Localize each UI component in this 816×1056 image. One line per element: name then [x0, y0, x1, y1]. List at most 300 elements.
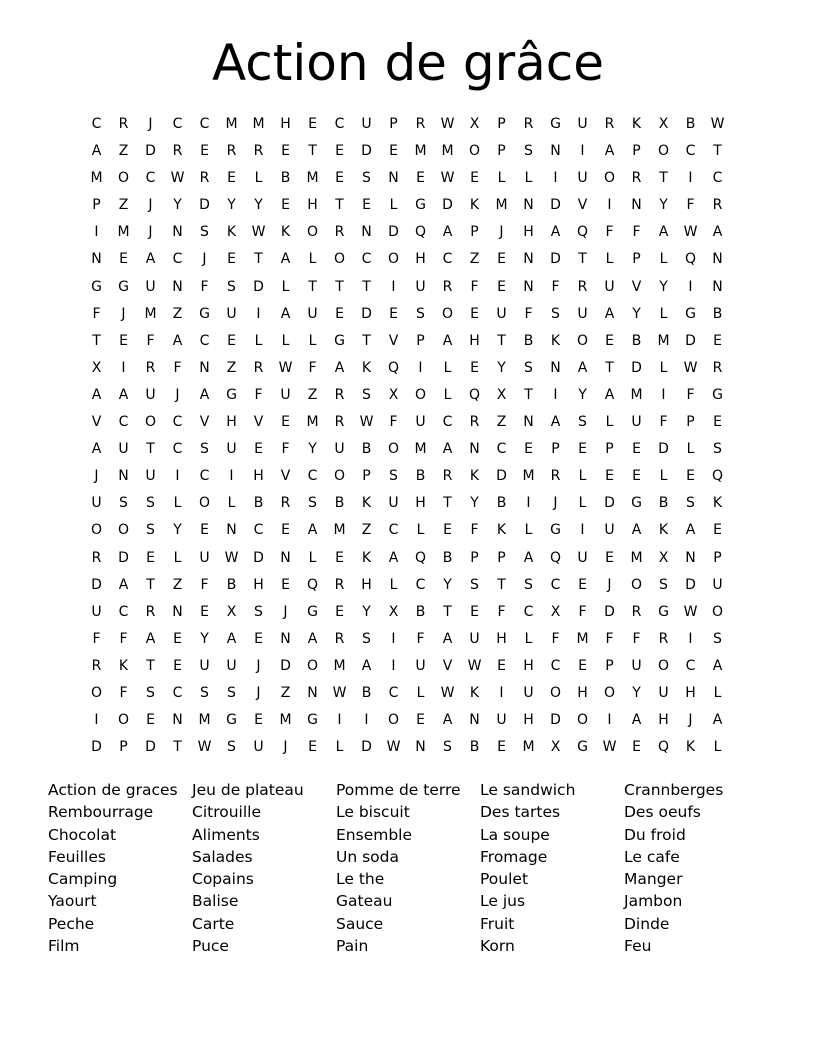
grid-letter[interactable]: R [442, 278, 453, 295]
grid-letter[interactable]: C [118, 414, 129, 431]
grid-letter[interactable]: B [469, 739, 480, 756]
grid-letter[interactable]: C [550, 657, 561, 674]
grid-letter[interactable]: H [253, 576, 264, 593]
grid-letter[interactable]: S [416, 305, 425, 322]
grid-letter[interactable]: E [335, 549, 344, 566]
grid-letter[interactable]: J [148, 116, 153, 132]
grid-letter[interactable]: N [280, 630, 291, 647]
grid-letter[interactable]: N [415, 739, 426, 756]
grid-letter[interactable]: P [92, 197, 101, 214]
grid-letter[interactable]: P [416, 332, 425, 349]
grid-letter[interactable]: E [119, 251, 128, 268]
grid-letter[interactable]: A [172, 332, 183, 349]
grid-letter[interactable]: G [334, 332, 345, 349]
grid-letter[interactable]: U [415, 657, 426, 674]
grid-letter[interactable]: J [688, 712, 693, 729]
grid-letter[interactable]: S [227, 739, 236, 756]
grid-letter[interactable]: P [362, 468, 371, 485]
grid-letter[interactable]: R [145, 603, 156, 620]
grid-letter[interactable]: I [94, 712, 99, 729]
grid-letter[interactable]: M [414, 441, 427, 458]
grid-letter[interactable]: O [603, 684, 616, 701]
grid-letter[interactable]: E [605, 332, 614, 349]
grid-letter[interactable]: A [712, 224, 723, 241]
grid-letter[interactable]: N [685, 549, 696, 566]
grid-letter[interactable]: O [117, 522, 130, 539]
grid-letter[interactable]: L [713, 739, 722, 756]
grid-letter[interactable]: L [497, 170, 506, 187]
grid-letter[interactable]: N [172, 224, 183, 241]
grid-letter[interactable]: A [118, 386, 129, 403]
grid-letter[interactable]: D [361, 143, 372, 160]
grid-letter[interactable]: C [172, 684, 183, 701]
grid-letter[interactable]: E [254, 441, 263, 458]
grid-letter[interactable]: J [202, 251, 207, 268]
grid-letter[interactable]: E [308, 739, 317, 756]
grid-letter[interactable]: A [442, 224, 453, 241]
grid-letter[interactable]: S [443, 739, 452, 756]
grid-letter[interactable]: G [712, 386, 723, 403]
grid-letter[interactable]: N [361, 224, 372, 241]
grid-letter[interactable]: O [387, 712, 400, 729]
grid-letter[interactable]: L [524, 170, 533, 187]
grid-letter[interactable]: A [145, 251, 156, 268]
grid-letter[interactable]: F [119, 684, 128, 701]
grid-letter[interactable]: Y [200, 630, 209, 647]
grid-letter[interactable]: H [469, 332, 480, 349]
grid-letter[interactable]: V [577, 197, 588, 214]
grid-letter[interactable]: E [497, 278, 506, 295]
grid-letter[interactable]: U [577, 549, 588, 566]
grid-letter[interactable]: D [199, 197, 210, 214]
grid-letter[interactable]: O [306, 657, 319, 674]
grid-letter[interactable]: E [470, 305, 479, 322]
grid-letter[interactable]: U [712, 576, 723, 593]
grid-letter[interactable]: U [523, 684, 534, 701]
grid-letter[interactable]: E [497, 657, 506, 674]
grid-letter[interactable]: H [685, 684, 696, 701]
grid-letter[interactable]: O [441, 305, 454, 322]
grid-letter[interactable]: U [631, 657, 642, 674]
grid-letter[interactable]: E [173, 630, 182, 647]
grid-letter[interactable]: E [632, 739, 641, 756]
grid-letter[interactable]: T [254, 251, 263, 268]
grid-letter[interactable]: B [253, 495, 264, 512]
grid-letter[interactable]: B [280, 170, 291, 187]
grid-letter[interactable]: C [496, 441, 507, 458]
grid-letter[interactable]: H [226, 414, 237, 431]
grid-letter[interactable]: N [523, 278, 534, 295]
grid-letter[interactable]: G [550, 522, 561, 539]
grid-letter[interactable]: J [94, 468, 99, 485]
grid-letter[interactable]: A [604, 386, 615, 403]
grid-letter[interactable]: E [578, 657, 587, 674]
grid-letter[interactable]: N [172, 603, 183, 620]
grid-letter[interactable]: W [440, 684, 455, 701]
grid-letter[interactable]: I [607, 712, 612, 729]
grid-letter[interactable]: W [359, 414, 374, 431]
grid-letter[interactable]: D [604, 495, 615, 512]
grid-letter[interactable]: F [497, 603, 506, 620]
grid-letter[interactable]: A [118, 576, 129, 593]
grid-letter[interactable]: U [415, 414, 426, 431]
grid-letter[interactable]: F [308, 359, 317, 376]
grid-letter[interactable]: R [226, 143, 237, 160]
grid-letter[interactable]: D [631, 359, 642, 376]
grid-letter[interactable]: R [253, 143, 264, 160]
grid-letter[interactable]: A [550, 414, 561, 431]
grid-letter[interactable]: W [251, 224, 266, 241]
grid-letter[interactable]: E [146, 549, 155, 566]
grid-letter[interactable]: E [416, 170, 425, 187]
grid-letter[interactable]: F [173, 359, 182, 376]
grid-letter[interactable]: A [442, 441, 453, 458]
grid-letter[interactable]: A [631, 522, 642, 539]
grid-letter[interactable]: A [523, 549, 534, 566]
grid-letter[interactable]: P [605, 441, 614, 458]
grid-letter[interactable]: U [496, 712, 507, 729]
grid-letter[interactable]: I [580, 522, 585, 539]
grid-letter[interactable]: J [148, 197, 153, 214]
grid-letter[interactable]: E [119, 332, 128, 349]
grid-letter[interactable]: F [119, 630, 128, 647]
grid-letter[interactable]: S [713, 630, 722, 647]
grid-letter[interactable]: L [281, 278, 290, 295]
grid-letter[interactable]: I [661, 386, 666, 403]
grid-letter[interactable]: O [387, 441, 400, 458]
grid-letter[interactable]: E [227, 332, 236, 349]
grid-letter[interactable]: S [578, 414, 587, 431]
grid-letter[interactable]: R [145, 359, 156, 376]
grid-letter[interactable]: N [118, 468, 129, 485]
grid-letter[interactable]: E [200, 522, 209, 539]
grid-letter[interactable]: V [199, 414, 210, 431]
grid-letter[interactable]: J [283, 603, 288, 620]
grid-letter[interactable]: Q [657, 739, 670, 756]
grid-letter[interactable]: A [577, 359, 588, 376]
grid-letter[interactable]: J [175, 386, 180, 403]
grid-letter[interactable]: L [254, 332, 263, 349]
grid-letter[interactable]: A [604, 143, 615, 160]
grid-letter[interactable]: C [442, 414, 453, 431]
grid-letter[interactable]: C [415, 576, 426, 593]
grid-letter[interactable]: Y [173, 522, 182, 539]
grid-letter[interactable]: S [146, 684, 155, 701]
grid-letter[interactable]: H [523, 224, 534, 241]
grid-letter[interactable]: E [335, 305, 344, 322]
grid-letter[interactable]: U [307, 305, 318, 322]
grid-letter[interactable]: F [632, 630, 641, 647]
grid-letter[interactable]: W [224, 549, 239, 566]
grid-letter[interactable]: U [469, 630, 480, 647]
grid-letter[interactable]: K [280, 224, 291, 241]
grid-letter[interactable]: T [146, 657, 155, 674]
grid-letter[interactable]: E [632, 468, 641, 485]
grid-letter[interactable]: F [686, 386, 695, 403]
grid-letter[interactable]: S [146, 522, 155, 539]
grid-letter[interactable]: K [469, 468, 480, 485]
grid-letter[interactable]: O [90, 522, 103, 539]
grid-letter[interactable]: E [308, 116, 317, 132]
grid-letter[interactable]: T [362, 332, 371, 349]
grid-letter[interactable]: M [495, 197, 508, 214]
grid-letter[interactable]: L [416, 684, 425, 701]
grid-letter[interactable]: C [172, 251, 183, 268]
grid-letter[interactable]: J [256, 657, 261, 674]
grid-letter[interactable]: T [659, 170, 668, 187]
grid-letter[interactable]: V [388, 332, 399, 349]
grid-letter[interactable]: S [362, 386, 371, 403]
grid-letter[interactable]: Z [469, 251, 480, 268]
grid-letter[interactable]: N [280, 549, 291, 566]
grid-letter[interactable]: Y [443, 576, 452, 593]
grid-letter[interactable]: E [578, 441, 587, 458]
grid-letter[interactable]: K [118, 657, 129, 674]
grid-letter[interactable]: D [388, 224, 399, 241]
grid-letter[interactable]: X [658, 116, 669, 132]
grid-letter[interactable]: E [362, 197, 371, 214]
grid-letter[interactable]: A [199, 386, 210, 403]
grid-letter[interactable]: R [334, 386, 345, 403]
grid-letter[interactable]: P [389, 116, 398, 132]
grid-letter[interactable]: R [604, 116, 615, 132]
grid-letter[interactable]: N [226, 522, 237, 539]
grid-letter[interactable]: R [415, 116, 426, 132]
grid-letter[interactable]: N [712, 278, 723, 295]
grid-letter[interactable]: J [499, 224, 504, 241]
grid-letter[interactable]: V [280, 468, 291, 485]
grid-letter[interactable]: M [90, 170, 103, 187]
grid-letter[interactable]: D [253, 549, 264, 566]
grid-letter[interactable]: M [279, 712, 292, 729]
grid-letter[interactable]: X [496, 386, 507, 403]
grid-letter[interactable]: A [307, 630, 318, 647]
grid-letter[interactable]: E [470, 170, 479, 187]
grid-letter[interactable]: I [229, 468, 234, 485]
grid-letter[interactable]: D [658, 441, 669, 458]
grid-letter[interactable]: B [361, 441, 372, 458]
grid-letter[interactable]: Q [414, 224, 427, 241]
grid-letter[interactable]: U [253, 739, 264, 756]
grid-letter[interactable]: E [389, 143, 398, 160]
grid-letter[interactable]: T [443, 495, 452, 512]
grid-letter[interactable]: H [415, 495, 426, 512]
grid-letter[interactable]: Y [362, 603, 371, 620]
grid-letter[interactable]: V [442, 657, 453, 674]
grid-letter[interactable]: U [658, 684, 669, 701]
grid-letter[interactable]: D [685, 332, 696, 349]
grid-letter[interactable]: W [170, 170, 185, 187]
grid-letter[interactable]: L [308, 251, 317, 268]
grid-letter[interactable]: E [497, 251, 506, 268]
grid-letter[interactable]: C [361, 251, 372, 268]
grid-letter[interactable]: K [658, 522, 669, 539]
grid-letter[interactable]: F [632, 224, 641, 241]
grid-letter[interactable]: Q [414, 549, 427, 566]
grid-letter[interactable]: Q [468, 386, 481, 403]
grid-letter[interactable]: L [227, 495, 236, 512]
grid-letter[interactable]: A [388, 549, 399, 566]
grid-letter[interactable]: T [146, 441, 155, 458]
grid-letter[interactable]: L [416, 522, 425, 539]
grid-letter[interactable]: L [173, 495, 182, 512]
grid-letter[interactable]: M [117, 224, 130, 241]
grid-letter[interactable]: E [227, 251, 236, 268]
grid-letter[interactable]: M [333, 657, 346, 674]
grid-letter[interactable]: S [227, 684, 236, 701]
grid-letter[interactable]: K [685, 739, 696, 756]
grid-letter[interactable]: C [523, 603, 534, 620]
grid-letter[interactable]: Q [306, 576, 319, 593]
grid-letter[interactable]: Z [226, 359, 237, 376]
grid-letter[interactable]: I [688, 630, 693, 647]
grid-letter[interactable]: R [334, 630, 345, 647]
grid-letter[interactable]: S [146, 495, 155, 512]
grid-letter[interactable]: P [470, 224, 479, 241]
grid-letter[interactable]: M [657, 332, 670, 349]
grid-letter[interactable]: D [550, 712, 561, 729]
grid-letter[interactable]: I [553, 386, 558, 403]
grid-letter[interactable]: P [497, 116, 506, 132]
grid-letter[interactable]: A [604, 305, 615, 322]
grid-letter[interactable]: B [523, 332, 534, 349]
grid-letter[interactable]: F [254, 386, 263, 403]
grid-letter[interactable]: C [199, 332, 210, 349]
grid-letter[interactable]: L [578, 468, 587, 485]
grid-letter[interactable]: B [226, 576, 237, 593]
grid-letter[interactable]: Y [659, 278, 668, 295]
grid-letter[interactable]: T [335, 197, 344, 214]
grid-letter[interactable]: U [577, 116, 588, 132]
grid-letter[interactable]: X [91, 359, 102, 376]
grid-letter[interactable]: B [442, 549, 453, 566]
grid-letter[interactable]: R [280, 495, 291, 512]
grid-letter[interactable]: G [226, 712, 237, 729]
grid-letter[interactable]: E [389, 305, 398, 322]
grid-letter[interactable]: D [118, 549, 129, 566]
grid-letter[interactable]: J [607, 576, 612, 593]
grid-letter[interactable]: H [253, 468, 264, 485]
grid-letter[interactable]: R [118, 116, 129, 132]
grid-letter[interactable]: N [388, 170, 399, 187]
grid-letter[interactable]: M [225, 116, 238, 132]
grid-letter[interactable]: S [389, 468, 398, 485]
grid-letter[interactable]: J [283, 739, 288, 756]
grid-letter[interactable]: N [469, 441, 480, 458]
grid-letter[interactable]: S [227, 278, 236, 295]
grid-letter[interactable]: O [387, 251, 400, 268]
grid-letter[interactable]: T [173, 739, 182, 756]
grid-letter[interactable]: R [712, 359, 723, 376]
grid-letter[interactable]: G [226, 386, 237, 403]
grid-letter[interactable]: U [577, 170, 588, 187]
grid-letter[interactable]: D [361, 739, 372, 756]
grid-letter[interactable]: C [442, 251, 453, 268]
grid-letter[interactable]: Q [576, 224, 589, 241]
grid-letter[interactable]: D [145, 739, 156, 756]
grid-letter[interactable]: D [550, 251, 561, 268]
grid-letter[interactable]: F [389, 414, 398, 431]
grid-letter[interactable]: E [470, 603, 479, 620]
grid-letter[interactable]: D [91, 576, 102, 593]
grid-letter[interactable]: C [307, 468, 318, 485]
grid-letter[interactable]: O [117, 712, 130, 729]
grid-letter[interactable]: R [442, 468, 453, 485]
grid-letter[interactable]: U [145, 468, 156, 485]
grid-letter[interactable]: D [550, 197, 561, 214]
grid-letter[interactable]: C [550, 576, 561, 593]
grid-letter[interactable]: H [280, 116, 291, 132]
grid-letter[interactable]: E [605, 549, 614, 566]
grid-letter[interactable]: F [551, 278, 560, 295]
grid-letter[interactable]: B [334, 495, 345, 512]
grid-letter[interactable]: W [440, 170, 455, 187]
grid-letter[interactable]: S [254, 603, 263, 620]
grid-letter[interactable]: G [118, 278, 129, 295]
grid-letter[interactable]: A [658, 224, 669, 241]
grid-letter[interactable]: C [685, 143, 696, 160]
grid-letter[interactable]: F [578, 603, 587, 620]
grid-letter[interactable]: L [443, 359, 452, 376]
grid-letter[interactable]: A [226, 630, 237, 647]
grid-letter[interactable]: U [496, 305, 507, 322]
grid-letter[interactable]: K [496, 522, 507, 539]
grid-letter[interactable]: I [688, 278, 693, 295]
grid-letter[interactable]: E [713, 414, 722, 431]
grid-letter[interactable]: P [497, 143, 506, 160]
grid-letter[interactable]: L [308, 332, 317, 349]
grid-letter[interactable]: A [685, 522, 696, 539]
grid-letter[interactable]: F [200, 576, 209, 593]
grid-letter[interactable]: C [118, 603, 129, 620]
grid-letter[interactable]: W [467, 657, 482, 674]
grid-letter[interactable]: H [577, 684, 588, 701]
grid-letter[interactable]: I [553, 170, 558, 187]
grid-letter[interactable]: S [551, 305, 560, 322]
grid-letter[interactable]: B [415, 603, 426, 620]
grid-letter[interactable]: D [280, 657, 291, 674]
grid-letter[interactable]: W [440, 116, 455, 132]
grid-letter[interactable]: B [712, 305, 723, 322]
grid-letter[interactable]: Z [307, 386, 318, 403]
grid-letter[interactable]: Y [659, 197, 668, 214]
grid-letter[interactable]: R [577, 278, 588, 295]
grid-letter[interactable]: C [253, 522, 264, 539]
grid-letter[interactable]: Y [632, 684, 641, 701]
grid-letter[interactable]: M [522, 739, 535, 756]
grid-letter[interactable]: A [280, 305, 291, 322]
grid-letter[interactable]: L [686, 441, 695, 458]
grid-letter[interactable]: X [388, 603, 399, 620]
grid-letter[interactable]: D [361, 305, 372, 322]
grid-letter[interactable]: R [199, 170, 210, 187]
grid-letter[interactable]: T [92, 332, 101, 349]
grid-letter[interactable]: P [551, 441, 560, 458]
grid-letter[interactable]: E [470, 359, 479, 376]
grid-letter[interactable]: R [631, 603, 642, 620]
grid-letter[interactable]: K [469, 684, 480, 701]
letter-grid[interactable] [83, 111, 731, 761]
grid-letter[interactable]: F [686, 197, 695, 214]
grid-letter[interactable]: O [711, 603, 724, 620]
grid-letter[interactable]: A [334, 359, 345, 376]
grid-letter[interactable]: T [146, 576, 155, 593]
grid-letter[interactable]: X [469, 116, 480, 132]
grid-letter[interactable]: D [253, 278, 264, 295]
grid-letter[interactable]: I [175, 468, 180, 485]
grid-letter[interactable]: F [605, 224, 614, 241]
grid-letter[interactable]: I [391, 657, 396, 674]
